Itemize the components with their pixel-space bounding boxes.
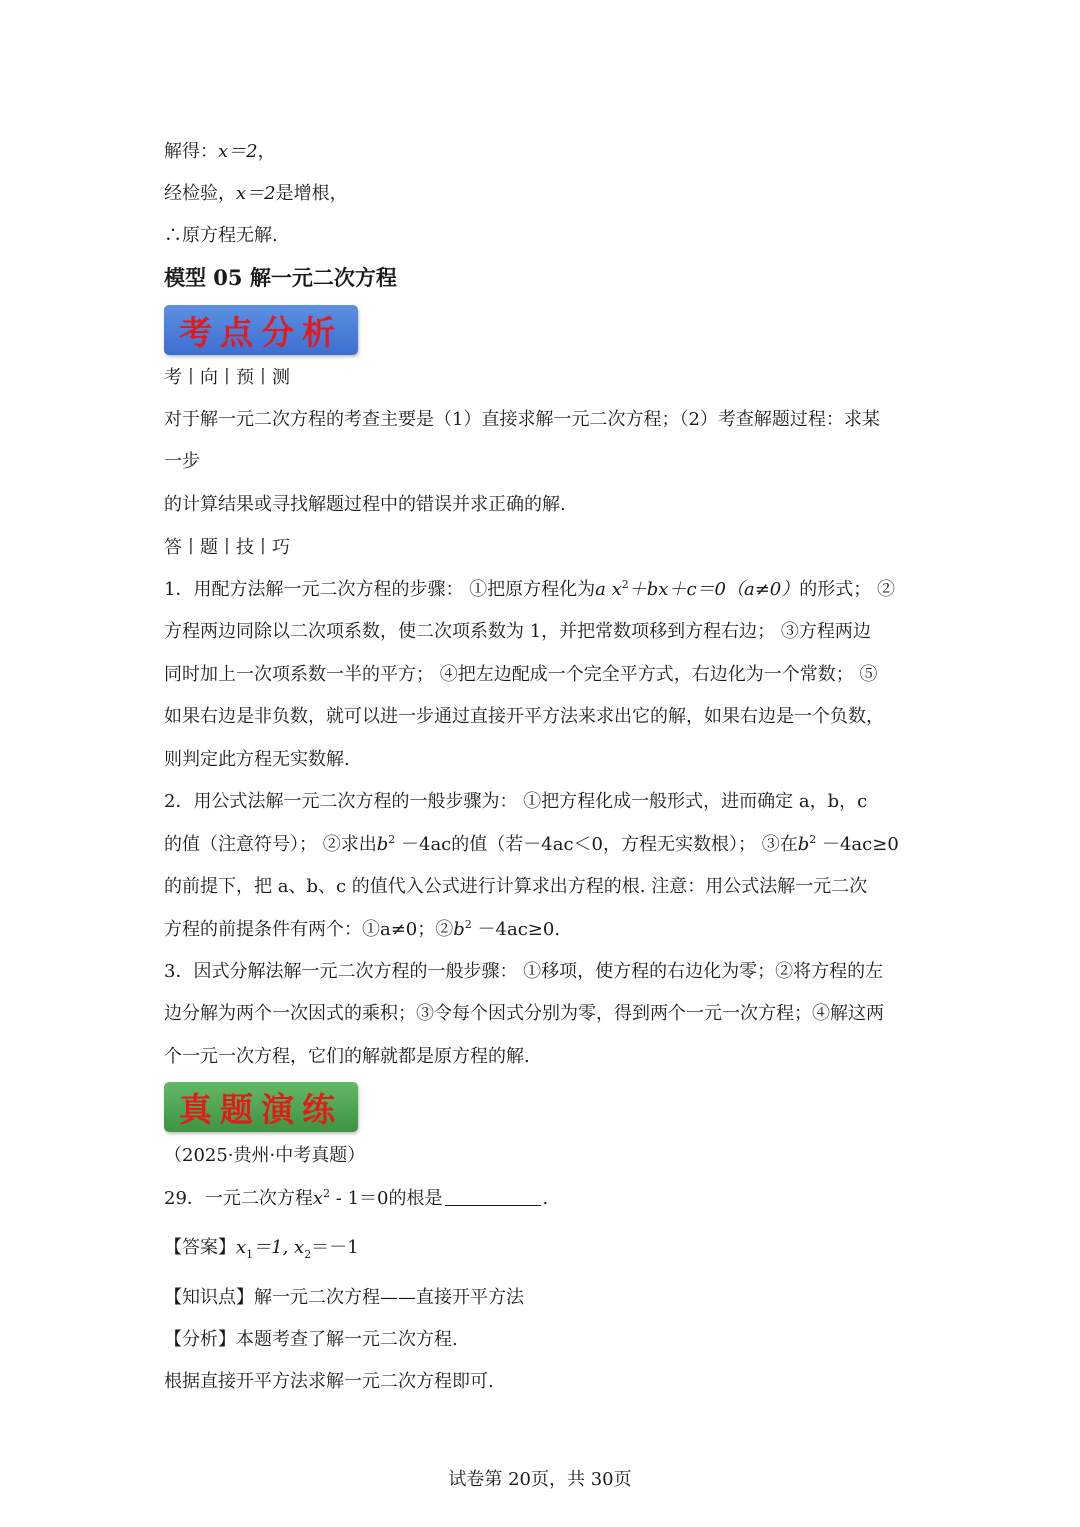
tip2-line-3: 的前提下，把 a、b、c 的值代入公式进行计算求出方程的根. 注意：用公式法解一元二次 <box>164 876 868 897</box>
text: 的值（若－4ac＜0，方程无实数根）； ③在 <box>451 834 798 855</box>
paragraph-line: 的计算结果或寻找解题过程中的错误并求正确的解. <box>164 494 566 515</box>
text: 是增根， <box>275 183 348 204</box>
solution-line-2 <box>164 182 348 206</box>
equation: x＝2 <box>236 183 276 204</box>
analysis-line <box>164 1328 458 1352</box>
answer-blank[interactable] <box>445 1189 541 1206</box>
text: 对于解一元二次方程的考查主要是（1）直接求解一元二次方程；（2）考查解题过程：求某 <box>164 409 880 430</box>
equation: b <box>376 834 389 855</box>
tip1-line-3: 同时加上一次项系数一半的平方； ④把左边配成一个完全平方式，右边化为一个常数； ⑤ <box>164 664 878 685</box>
answer-line <box>164 1236 359 1260</box>
tip2-line-4: 方程的前提条件有两个：①a≠0；$②b^2 -4ac\ge 0$. <box>164 918 561 940</box>
paragraph-line: 一步 <box>164 451 200 472</box>
text: 的值（注意符号）； ②求出 <box>164 834 377 855</box>
equation: －4ac≥0 <box>821 834 899 855</box>
analysis-label: 【分析】 <box>164 1329 236 1350</box>
analysis-text: 本题考查了解一元二次方程. <box>236 1329 458 1350</box>
equation: x＝2 <box>218 141 258 162</box>
equation: ＝1, x <box>253 1237 305 1258</box>
question-text: . <box>542 1188 549 1209</box>
equation: - 1＝0 <box>330 1188 389 1209</box>
tip1-line-1: 1．用配方法解一元二次方程的步骤： ①把原方程化为a $x^2+bx+c=0(a\ne 0)$的形式； ② <box>164 578 895 600</box>
text: 经检验， <box>164 183 236 204</box>
tip1-line-4: 如果右边是非负数，就可以进一步通过直接开平方法来求出它的解，如果右边是一个负数， <box>164 706 884 727</box>
solution-line-1 <box>164 140 276 164</box>
knowledge-label: 【知识点】 <box>164 1287 254 1308</box>
question: 29．一元二次方程$x^2 - 1=0$的根是 . <box>164 1187 549 1209</box>
equation: x <box>236 1237 247 1258</box>
question-text: 29．一元二次方程 <box>164 1188 313 1209</box>
text: ， <box>257 141 276 162</box>
question-text: 的根是 <box>388 1188 443 1209</box>
equation: b <box>797 834 810 855</box>
text: 解得： <box>164 141 218 162</box>
answer-label: 【答案】 <box>164 1237 236 1258</box>
page-footer: 试卷第 20页，共 30页 <box>448 1469 632 1490</box>
knowledge-line <box>164 1286 524 1310</box>
subsection-label: 答丨题丨技丨巧 <box>164 537 290 558</box>
subscript: 1 <box>246 1248 254 1261</box>
section-heading: 模型 05 解一元二次方程 <box>164 265 397 290</box>
equation: ＝－1 <box>311 1237 359 1258</box>
tip2-line-2: 的值（注意符号）； ②求出$b^2 -4ac$的值（若－4ac＜0，方程无实数根）； ③在$b^2 -4ac\ge 0$ <box>164 833 899 855</box>
text: 1．用配方法解一元二次方程的步骤： ①把原方程化为 <box>164 579 596 600</box>
badge-real-exam-practice: 真题演练 <box>164 1082 358 1132</box>
tip3-line-2: 边分解为两个一次因式的乘积；③令每个因式分别为零，得到两个一元一次方程；④解这两 <box>164 1003 884 1024</box>
subsection-label: 考丨向丨预丨测 <box>164 367 290 388</box>
tip3-line-1: 3．因式分解法解一元二次方程的一般步骤： ①移项，使方程的右边化为零；②将方程的左 <box>164 961 884 982</box>
tip1-line-5: 则判定此方程无实数解. <box>164 749 350 770</box>
knowledge-text: 解一元二次方程——直接开平方法 <box>254 1287 524 1308</box>
equation: a x <box>595 579 622 600</box>
tip2-line-1: 2．用公式法解一元二次方程的一般步骤为： ①把方程化成一般形式，进而确定 a，b，c <box>164 791 868 812</box>
text: 的形式； ② <box>799 579 895 600</box>
tip1-line-2: 方程两边同除以二次项系数，使二次项系数为 1，并把常数项移到方程右边； ③方程两边 <box>164 621 871 642</box>
subscript: 2 <box>304 1248 312 1261</box>
badge-exam-analysis: 考点分析 <box>164 305 358 355</box>
question-source: （2025·贵州·中考真题） <box>164 1145 366 1166</box>
conclusion-line: 根据直接开平方法求解一元二次方程即可. <box>164 1371 494 1392</box>
equation: －4ac≥0. <box>477 919 561 940</box>
tip3-line-3: 个一元一次方程，它们的解就都是原方程的解. <box>164 1046 530 1067</box>
solution-line-3: ∴原方程无解. <box>164 225 278 246</box>
equation: b <box>453 919 465 940</box>
equation: x <box>312 1188 324 1209</box>
equation: －4ac <box>401 834 452 855</box>
paragraph-line <box>164 408 916 432</box>
text: 方程的前提条件有两个：①a≠0；② <box>164 919 454 940</box>
equation: ＋bx＋c＝0（a≠0） <box>628 579 800 600</box>
